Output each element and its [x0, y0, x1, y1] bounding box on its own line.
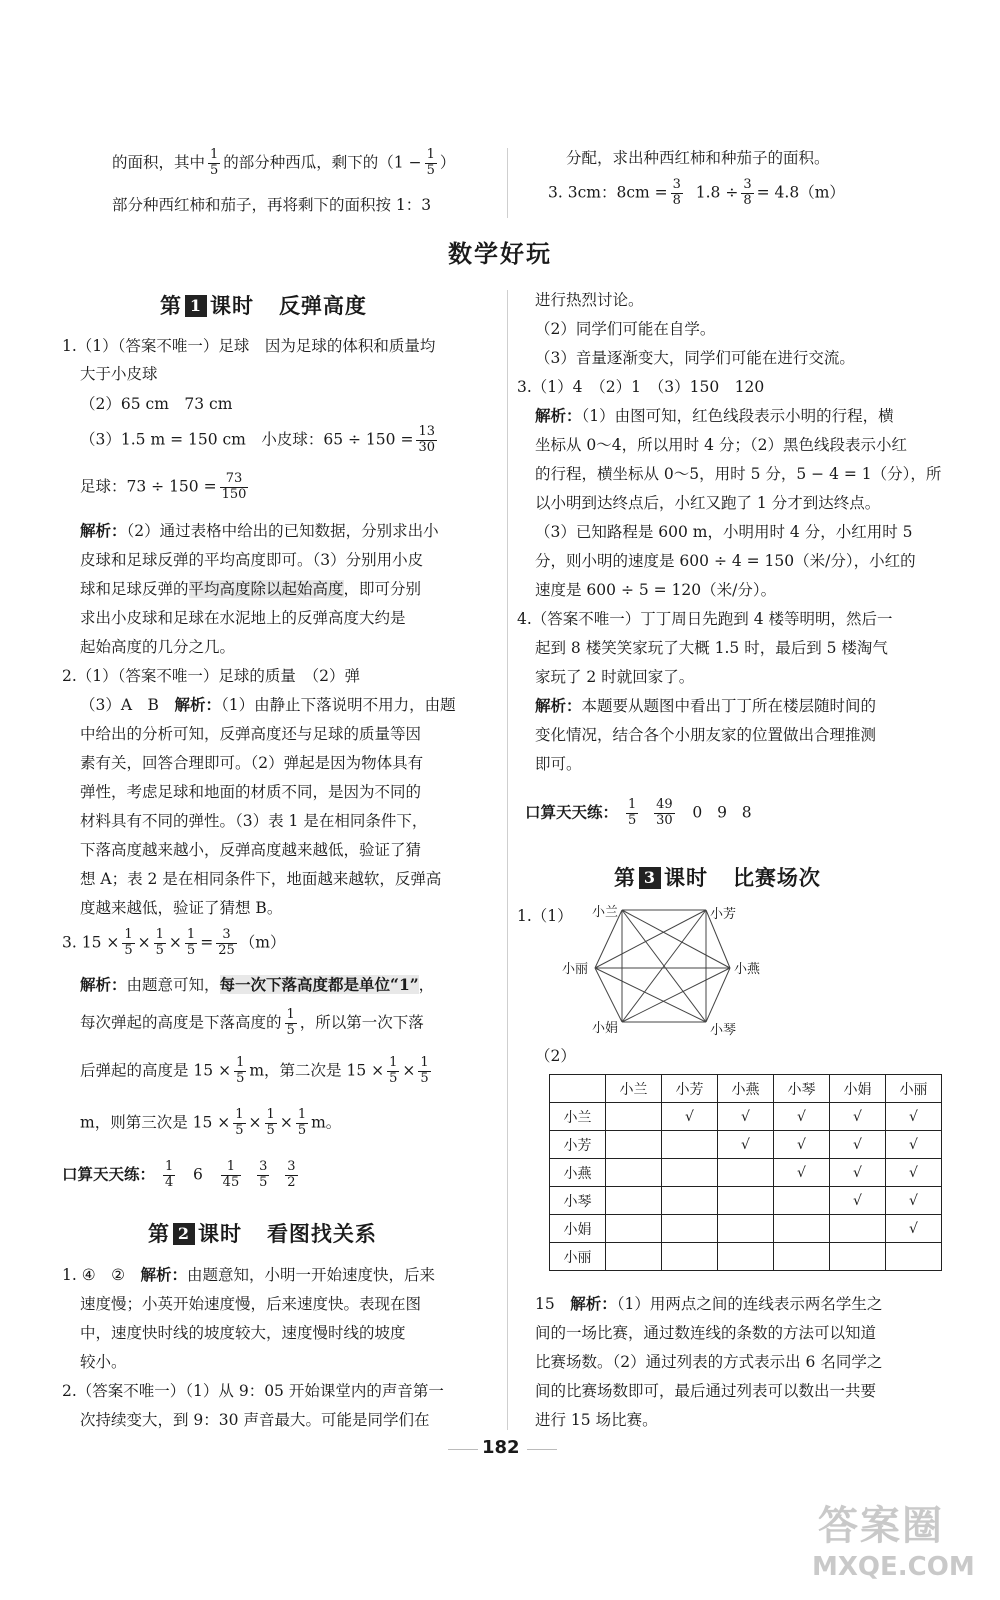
- fraction: $\frac{1}{5}$: [627, 797, 637, 828]
- table-header-cell: 小琴: [774, 1075, 830, 1103]
- table-cell: [718, 1187, 774, 1215]
- table-cell: [606, 1131, 662, 1159]
- node-xiaolan: 小兰: [592, 905, 619, 920]
- table-cell: [718, 1243, 774, 1271]
- l2-q3-line-3: 坐标从 0～4，所以用时 4 分；（2）黑色线段表示小红: [535, 436, 907, 454]
- table-row-header: 小娟: [550, 1215, 606, 1243]
- l1-q2-line-8: 想 A；表 2 是在相同条件下，地面越来越软，反弹高: [80, 870, 442, 888]
- table-cell: √: [718, 1131, 774, 1159]
- top-column-divider: [507, 148, 508, 218]
- l2-q3-line-6: （3）已知路程是 600 m，小明用时 4 分，小红用时 5: [535, 523, 913, 541]
- table-cell: [718, 1159, 774, 1187]
- table-cell: [606, 1243, 662, 1271]
- l2-q4-line-5: 变化情况，结合各个小朋友家的位置做出合理推测: [535, 726, 877, 744]
- l2-mental-math: 口算天天练： $\frac{1}{5}$ $\frac{49}{30}$ 0 9 8: [525, 797, 752, 828]
- lesson-2-title: 第 2 课时 看图找关系: [148, 1221, 377, 1246]
- l1-q1-line-2: 大于小皮球: [80, 365, 158, 383]
- l3-q2-label: （2）: [535, 1047, 576, 1065]
- l2-q2-line-2: 次持续变大，到 9：30 声音最大。可能是同学们在: [80, 1411, 430, 1429]
- table-cell: [662, 1215, 718, 1243]
- l3-answer-line-3: 比赛场数。（2）通过列表的方式表示出 6 名同学之: [535, 1353, 883, 1371]
- table-header-cell: 小娟: [830, 1075, 886, 1103]
- top-left-line-2: 部分种西红柿和茄子，再将剩下的面积按 1：3: [112, 196, 432, 214]
- fraction: $\frac{73}{150}$: [221, 471, 247, 502]
- fraction: $\frac{1}{4}$: [164, 1159, 174, 1190]
- l1-q1-line-1: 1.（1）（答案不唯一）足球 因为足球的体积和质量均: [62, 337, 436, 355]
- table-row: [550, 1103, 942, 1131]
- table-row-header: 小燕: [550, 1159, 606, 1187]
- l2-q4-line-2: 起到 8 楼笑笑家玩了大概 1.5 时，最后到 5 楼淘气: [535, 639, 888, 657]
- node-xiaoqin: 小琴: [710, 1023, 737, 1038]
- fraction: $\frac{1}{5}$: [210, 147, 219, 178]
- table-row: [550, 1159, 942, 1187]
- fraction: $\frac{1}{5}$: [286, 1007, 295, 1038]
- table-cell: √: [886, 1159, 942, 1187]
- l1-q1-analysis-2: 皮球和足球反弹的平均高度即可。（3）分别用小皮: [80, 551, 424, 569]
- table-header-row: [550, 1075, 942, 1103]
- table-cell: √: [774, 1103, 830, 1131]
- l1-q3-analysis-3: 后弹起的高度是 15 × $\frac{1}{5}$ m，第二次是 15 × $\frac{1}{5}$ × $\frac{1}{5}$: [80, 1055, 429, 1086]
- watermark-logo: 答案圈: [818, 1503, 944, 1549]
- l1-q1-line-5: 足球：73 ÷ 150 = $\frac{73}{150}$: [80, 471, 247, 502]
- l1-q3-analysis-4: m，则第三次是 15 × $\frac{1}{5}$ × $\frac{1}{5}$ × $\frac{1}{5}$ m。: [80, 1107, 342, 1138]
- l2-q1-line-4: 较小。: [80, 1353, 127, 1371]
- l3-q1-label: 1.（1）: [517, 907, 573, 925]
- watermark-url: MXQE.COM: [812, 1552, 975, 1582]
- l2-q4-line-6: 即可。: [535, 755, 582, 773]
- table-cell: [662, 1187, 718, 1215]
- fraction: $\frac{1}{5}$: [426, 147, 435, 178]
- lesson-number-badge: 2: [173, 1223, 195, 1245]
- table-cell: √: [662, 1103, 718, 1131]
- table-cell: [886, 1243, 942, 1271]
- l2-q3-line-2: 解析：（1）由图可知，红色线段表示小明的行程，横: [535, 406, 894, 425]
- l1-q2-line-5: 弹性，考虑足球和地面的材质不同，是因为不同的: [80, 783, 422, 801]
- table-cell: √: [830, 1131, 886, 1159]
- table-cell: [774, 1243, 830, 1271]
- l1-q1-line-3: （2）65 cm 73 cm: [80, 395, 233, 413]
- top-right-line-2: 3. 3cm：8cm = $\frac{3}{8}$ 1.8 ÷ $\frac{3}{8}$ = 4.8（m）: [548, 177, 845, 208]
- table-cell: √: [886, 1103, 942, 1131]
- fraction: $\frac{13}{30}$: [418, 424, 435, 455]
- table-cell: [774, 1215, 830, 1243]
- table-cell: [662, 1243, 718, 1271]
- l1-q1-analysis-1: 解析：（2）通过表格中给出的已知数据，分别求出小: [80, 521, 439, 540]
- l1-q1-analysis-4: 求出小皮球和足球在水泥地上的反弹高度大约是: [80, 609, 406, 627]
- table-cell: [830, 1243, 886, 1271]
- table-cell: √: [886, 1187, 942, 1215]
- table-cell: [830, 1215, 886, 1243]
- highlight: 每一次下落高度都是单位“1”: [219, 975, 419, 994]
- fraction: $\frac{49}{30}$: [656, 797, 673, 828]
- l2-q3-line-1: 3.（1）4 （2）1 （3）150 120: [517, 378, 765, 396]
- l1-mental-math: 口算天天练： $\frac{1}{4}$ 6 $\frac{1}{45}$ $\frac{3}{5}$ $\frac{3}{2}$: [62, 1159, 296, 1190]
- fraction: $\frac{3}{8}$: [672, 177, 681, 208]
- table-cell: √: [830, 1187, 886, 1215]
- table-cell: [718, 1215, 774, 1243]
- fraction: $\frac{1}{5}$: [155, 927, 164, 958]
- node-xiaoyan: 小燕: [734, 962, 761, 977]
- table-row-header: 小芳: [550, 1131, 606, 1159]
- table-row: [550, 1131, 942, 1159]
- section-title: 数学好玩: [448, 239, 552, 268]
- l2-q3-line-5: 以小明到达终点后，小红又跑了 1 分才到达终点。: [535, 494, 881, 512]
- column-divider: [507, 290, 508, 1430]
- l2-q4-line-1: 4.（答案不唯一）丁丁周日先跑到 4 楼等明明，然后一: [517, 610, 893, 628]
- fraction: $\frac{1}{5}$: [124, 927, 133, 958]
- fraction: $\frac{1}{5}$: [420, 1055, 429, 1086]
- fraction: $\frac{1}{5}$: [297, 1107, 307, 1138]
- l2-q4-line-4: 解析：本题要从题图中看出丁丁所在楼层随时间的: [535, 696, 877, 715]
- l1-q2-line-6: 材料具有不同的弹性。（3）表 1 是在相同条件下，: [80, 812, 428, 830]
- table-cell: [606, 1159, 662, 1187]
- fraction: $\frac{1}{5}$: [186, 927, 196, 958]
- table-cell: √: [774, 1159, 830, 1187]
- page-number-rule-left: [448, 1449, 478, 1450]
- lesson-1-title: 第 1 课时 反弹高度: [160, 293, 367, 318]
- match-diagram: [550, 900, 790, 1040]
- lesson-number-badge: 1: [185, 295, 207, 317]
- table-row: [550, 1215, 942, 1243]
- l1-q3-analysis-1: 解析：由题意可知，每一次下落高度都是单位“1”，: [80, 975, 435, 994]
- fraction: $\frac{3}{5}$: [259, 1159, 268, 1190]
- table-row: [550, 1187, 942, 1215]
- fraction: $\frac{1}{5}$: [236, 1055, 245, 1086]
- l2-q1-line-3: 中，速度快时线的坡度较大，速度慢时线的坡度: [80, 1324, 406, 1342]
- highlight: 平均高度除以起始高度: [188, 580, 344, 598]
- l1-q3-analysis-2: 每次弹起的高度是下落高度的 $\frac{1}{5}$ ，所以第一次下落: [80, 1007, 424, 1038]
- fraction: $\frac{3}{8}$: [743, 177, 752, 208]
- page-number: 182: [482, 1437, 520, 1458]
- l2-r-line-2: （2）同学们可能在自学。: [535, 320, 716, 338]
- table-header-cell: [550, 1075, 606, 1103]
- l1-q1-analysis-5: 起始高度的几分之几。: [80, 638, 236, 656]
- table-cell: √: [886, 1131, 942, 1159]
- l2-q3-line-4: 的行程，横坐标从 0～5，用时 5 分，5 − 4 = 1（分），所: [535, 465, 942, 483]
- table-cell: √: [774, 1131, 830, 1159]
- fraction: $\frac{1}{45}$: [222, 1159, 240, 1190]
- table-cell: [662, 1131, 718, 1159]
- match-table: [549, 1074, 942, 1271]
- l1-q2-line-7: 下落高度越来越小，反弹高度越来越低，验证了猜: [80, 841, 422, 859]
- l2-r-line-3: （3）音量逐渐变大，同学们可能在进行交流。: [535, 349, 855, 367]
- table-row-header: 小丽: [550, 1243, 606, 1271]
- l2-r-line-1: 进行热烈讨论。: [535, 291, 644, 309]
- fraction: $\frac{3}{2}$: [287, 1159, 296, 1190]
- l3-answer-line-4: 间的比赛场数即可，最后通过列表可以数出一共要: [535, 1382, 877, 1400]
- node-xiaofang: 小芳: [710, 907, 737, 922]
- l2-q1-line-2: 速度慢；小英开始速度慢，后来速度快。表现在图: [80, 1295, 422, 1313]
- l1-q1-analysis-3: 球和足球反弹的平均高度除以起始高度，即可分别: [80, 580, 422, 598]
- table-header-cell: 小芳: [662, 1075, 718, 1103]
- l3-answer-line-2: 间的一场比赛，通过数连线的条数的方法可以知道: [535, 1324, 877, 1342]
- table-cell: √: [886, 1215, 942, 1243]
- l2-q2-line-1: 2.（答案不唯一）（1）从 9：05 开始课堂内的声音第一: [62, 1382, 444, 1400]
- table-cell: [606, 1215, 662, 1243]
- page-number-rule-right: [527, 1449, 557, 1450]
- top-right-line-1: 分配，求出种西红柿和种茄子的面积。: [566, 149, 830, 167]
- lesson-3-title: 第 3 课时 比赛场次: [614, 865, 821, 890]
- table-cell: [774, 1187, 830, 1215]
- fraction: $\frac{1}{5}$: [235, 1107, 244, 1138]
- fraction: $\frac{1}{5}$: [266, 1107, 275, 1138]
- top-left-line-1: 的面积，其中 $\frac{1}{5}$ 的部分种西瓜，剩下的（1 − $\frac{1}{5}$ ）: [112, 147, 456, 178]
- l2-q3-line-8: 速度是 600 ÷ 5 = 120（米/分）。: [535, 581, 777, 599]
- table-cell: [606, 1187, 662, 1215]
- node-xiaojuan: 小娟: [592, 1021, 619, 1036]
- l1-q2-line-3: 中给出的分析可知，反弹高度还与足球的质量等因: [80, 725, 422, 743]
- table-cell: √: [830, 1159, 886, 1187]
- l2-q4-line-3: 家玩了 2 时就回家了。: [535, 668, 695, 686]
- table-header-cell: 小兰: [606, 1075, 662, 1103]
- lesson-number-badge: 3: [639, 867, 661, 889]
- l2-q1-line-1: 1. ④ ② 解析：由题意知，小明一开始速度快，后来: [62, 1265, 436, 1284]
- l1-q2-line-2: （3）A B 解析：（1）由静止下落说明不用力，由题: [80, 695, 456, 714]
- l1-q2-line-1: 2.（1）（答案不唯一）足球的质量 （2）弹: [62, 667, 361, 685]
- l3-answer-line-1: 15 解析：（1）用两点之间的连线表示两名学生之: [535, 1294, 883, 1313]
- node-xiaoli: 小丽: [562, 962, 589, 977]
- fraction: $\frac{3}{25}$: [218, 927, 235, 958]
- table-row: [550, 1243, 942, 1271]
- l1-q2-line-9: 度越来越低，验证了猜想 B。: [80, 899, 283, 917]
- table-cell: √: [718, 1103, 774, 1131]
- l1-q2-line-4: 素有关，回答合理即可。（2）弹起是因为物体具有: [80, 754, 424, 772]
- table-header-cell: 小丽: [886, 1075, 942, 1103]
- l2-q3-line-7: 分，则小明的速度是 600 ÷ 4 = 150（米/分），小红的: [535, 552, 916, 570]
- l1-q3-line-1: 3. 15 × $\frac{1}{5}$ × $\frac{1}{5}$ × $\frac{1}{5}$ = $\frac{3}{25}$ （m）: [62, 927, 286, 958]
- fraction: $\frac{1}{5}$: [389, 1055, 398, 1086]
- table-header-cell: 小燕: [718, 1075, 774, 1103]
- table-row-header: 小琴: [550, 1187, 606, 1215]
- l1-q1-line-4: （3）1.5 m = 150 cm 小皮球：65 ÷ 150 = $\frac{13}{30}$: [80, 424, 435, 455]
- table-cell: √: [830, 1103, 886, 1131]
- table-row-header: 小兰: [550, 1103, 606, 1131]
- l3-answer-line-5: 进行 15 场比赛。: [535, 1411, 658, 1429]
- table-cell: [606, 1103, 662, 1131]
- table-cell: [662, 1159, 718, 1187]
